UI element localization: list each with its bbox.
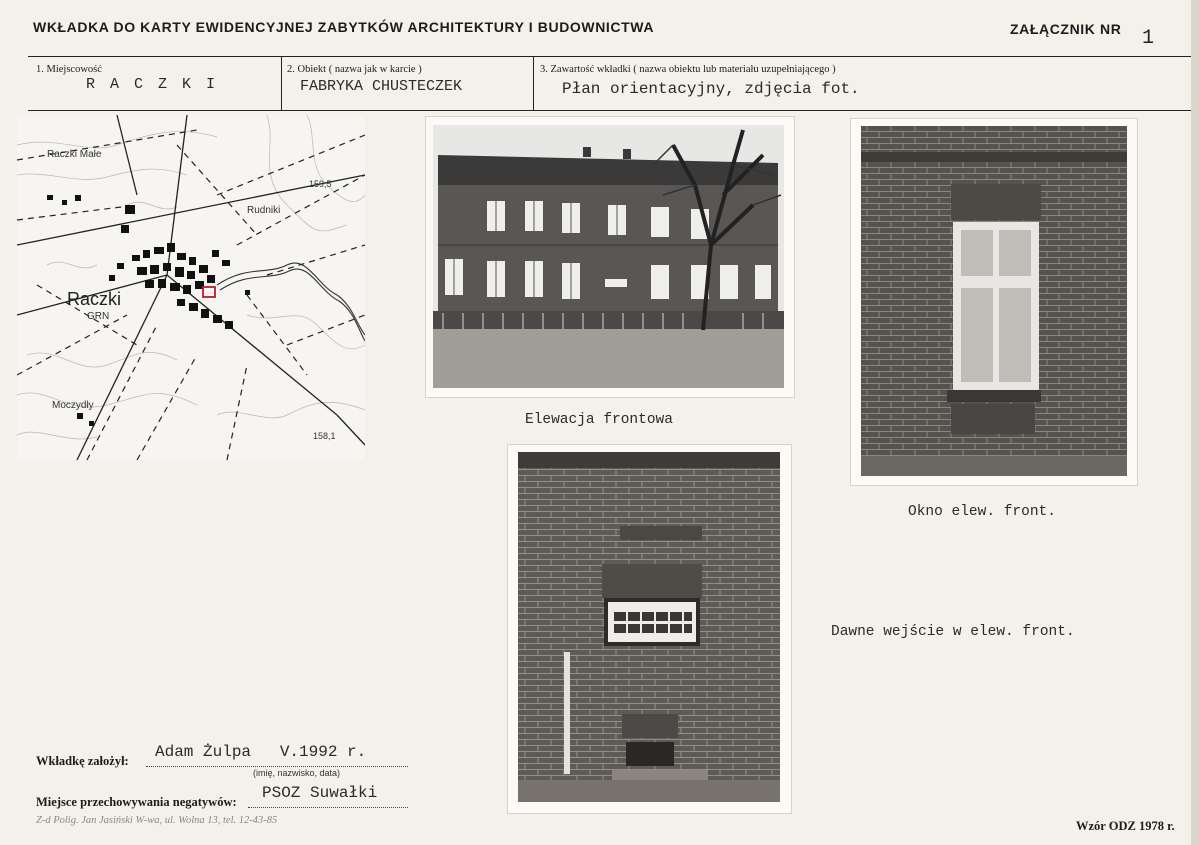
negatives-value: PSOZ Suwałki — [262, 784, 378, 802]
caption-former-entrance: Dawne wejście w elew. front. — [831, 624, 1075, 640]
former-entrance-image — [518, 452, 780, 802]
map-drawing — [17, 115, 365, 460]
created-by-label: Wkładkę założył: — [36, 754, 129, 768]
map-label-raczki: Raczki — [67, 289, 122, 309]
printer-imprint: Z-d Polig. Jan Jasiński W-wa, ul. Wolna 13, tel. 12-43-85 — [36, 815, 278, 826]
created-by-hint: (imię, nazwisko, data) — [253, 768, 341, 778]
map-elevation-2: 158,1 — [313, 431, 336, 441]
object-value: FABRYKA CHUSTECZEK — [300, 78, 463, 95]
contents-value: Płan orientacyjny, zdjęcia fot. — [562, 80, 860, 98]
photo-window — [861, 126, 1127, 476]
attachment-number: 1 — [1142, 27, 1155, 50]
header-rule-bottom — [28, 110, 1194, 111]
orientation-map — [17, 115, 365, 460]
window-image — [861, 126, 1127, 476]
caption-window: Okno elew. front. — [908, 504, 1056, 520]
map-label-rudniki: Rudniki — [247, 205, 281, 216]
object-label: 2. Obiekt ( nazwa jak w karcie ) — [287, 64, 422, 75]
header-rule-top — [28, 56, 1194, 57]
created-by-value: Adam Żulpa V.1992 r. — [155, 743, 367, 761]
locality-label: 1. Miejscowość — [36, 64, 102, 75]
map-label-grn: GRN — [87, 311, 110, 322]
created-by-dotted-line — [146, 766, 408, 767]
photo-front-elevation — [433, 125, 784, 388]
map-elevation-1: 159,5 — [309, 179, 332, 189]
photo-former-entrance — [518, 452, 780, 802]
negatives-label: Miejsce przechowywania negatywów: — [36, 795, 237, 809]
map-label-raczki-male: Raczki Małe — [47, 149, 102, 160]
negatives-dotted-line — [248, 807, 408, 808]
attachment-label: ZAŁĄCZNIK NR — [1010, 21, 1122, 37]
form-number: Wzór ODZ 1978 r. — [1076, 819, 1175, 833]
field-divider-2 — [533, 56, 534, 110]
front-elevation-image — [433, 125, 784, 388]
locality-value: R A C Z K I — [86, 76, 219, 93]
caption-front-elevation: Elewacja frontowa — [525, 412, 673, 428]
contents-label: 3. Zawartość wkładki ( nazwa obiektu lub materiału uzupełniającego ) — [540, 64, 836, 75]
object-location-marker — [203, 287, 215, 297]
sheet-title: WKŁADKA DO KARTY EWIDENCYJNEJ ZABYTKÓW ARCHITEKTURY I BUDOWNICTWA — [33, 19, 655, 35]
field-divider-1 — [281, 56, 282, 110]
map-label-moczydly: Moczydły — [52, 400, 94, 411]
